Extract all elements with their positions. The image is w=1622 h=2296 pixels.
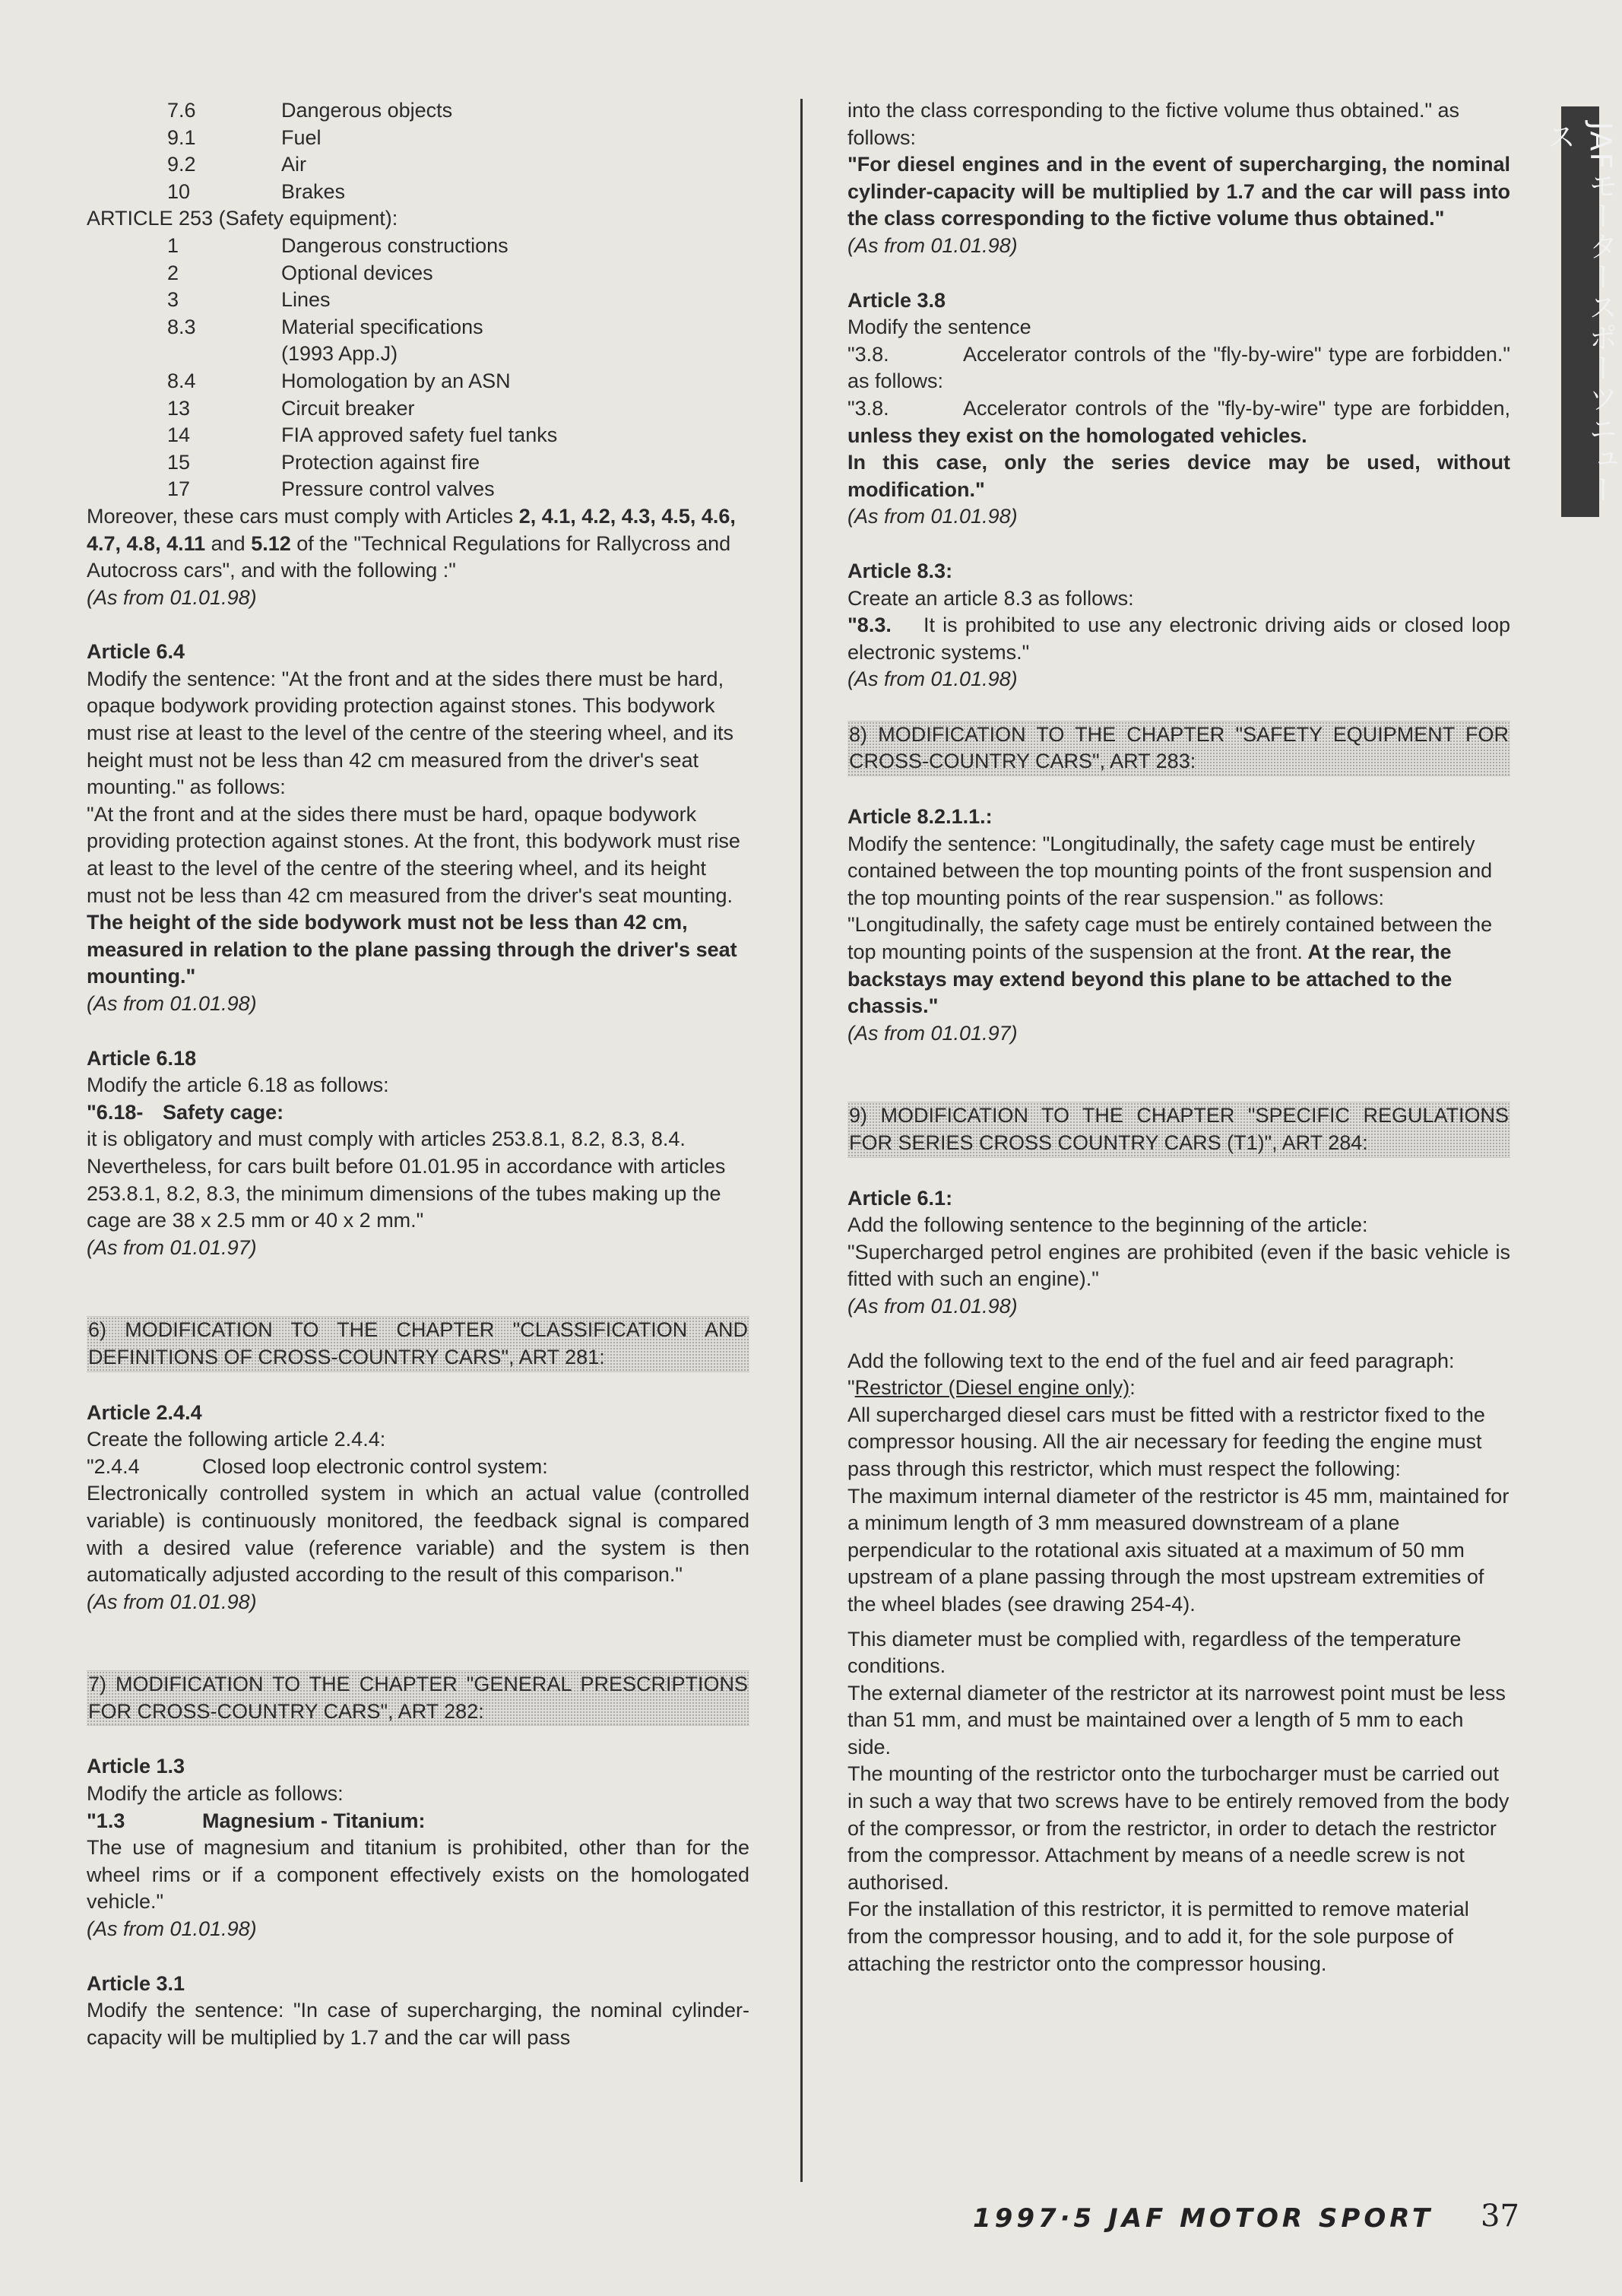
list-item: 7.6 Dangerous objects [167,99,453,122]
article-2-4-4-text: Create the following article 2.4.4: [87,1428,386,1451]
restrictor-paragraph: The external diameter of the restrictor at its narrowest point must be less than 51 mm, and must be maintained over a length of 5 mm to each side. [847,1681,1506,1758]
section-6-heading: 6) MODIFICATION TO THE CHAPTER "CLASSIFICATION AND DEFINITIONS OF CROSS-COUNTRY CARS", ART 281: [87,1316,749,1372]
as-from-date: (As from 01.01.98) [87,1590,257,1613]
article-1-3-text: Modify the article as follows: [87,1782,344,1806]
as-from-date: (As from 01.01.97) [87,1235,257,1259]
list-item: (1993 App.J) [281,342,398,366]
article-2-4-4-title: Article 2.4.4 [87,1400,202,1424]
moreover-paragraph: Moreover, these cars must comply with Articles 2, 4.1, 4.2, 4.3, 4.5, 4.6, 4.7, 4.8, 4.11 and 5.12 of the "Technical Regulations for Rallycross and Autocross cars", and with the following :" [87,504,736,582]
article-1-3-title: Article 1.3 [87,1755,185,1778]
list-item: 2 Optional devices [167,261,433,284]
list-item: 14 FIA approved safety fuel tanks [167,423,558,447]
section-7-heading: 7) MODIFICATION TO THE CHAPTER "GENERAL PRESCRIPTIONS FOR CROSS-COUNTRY CARS", ART 282: [87,1670,749,1726]
footer-magazine: 1997·5 JAF MOTOR SPORT [973,2203,1434,2234]
article-6-18-text: Modify the article 6.18 as follows: [87,1073,389,1097]
article-6-1-text: Add the following sentence to the beginning of the article: [847,1213,1368,1237]
restrictor-heading: "Restrictor (Diesel engine only): [847,1376,1136,1400]
column-divider [800,99,803,2182]
list-item: 9.2 Air [167,153,306,176]
list-item: 8.3 Material specifications [167,315,483,338]
restrictor-paragraph: This diameter must be complied with, regardless of the temperature conditions. [847,1627,1462,1678]
as-from-date: (As from 01.01.98) [87,992,257,1015]
article-6-4-title: Article 6.4 [87,640,185,664]
section-9-heading: 9) MODIFICATION TO THE CHAPTER "SPECIFIC REGULATIONS FOR SERIES CROSS COUNTRY CARS (T1)", ART 284: [847,1102,1510,1157]
article-3-8-quote-3: In this case, only the series device may be used, without modification." [847,451,1510,501]
list-item: 3 Lines [167,288,331,312]
section-8-heading: 8) MODIFICATION TO THE CHAPTER "SAFETY EQUIPMENT FOR CROSS-COUNTRY CARS", ART 283: [847,721,1510,776]
article-8-2-1-1-quote: "Longitudinally, the safety cage must be entirely contained between the top mounting points of the suspension at the front. At the rear, the backstays may extend beyond this plane to be attached to the chassis." [847,913,1493,1018]
list-item: 17 Pressure control valves [167,477,495,501]
restrictor-paragraph: The mounting of the restrictor onto the turbocharger must be carried out in such a way that two screws have to be entirely removed from the body of the compressor, or from the restrictor, in order to detach the restrictor from the compressor. Attachment by means of a needle screw is not authorised. [847,1762,1510,1894]
as-from-date: (As from 01.01.98) [847,505,1018,528]
diesel-quote: "For diesel engines and in the event of supercharging, the nominal cylinder-capacity will be multiplied by 1.7 and the car will pass into the class corresponding to the fictive volume thus obtained." [847,153,1510,230]
article-3-8-title: Article 3.8 [847,288,946,312]
right-column [847,97,1510,1977]
article-3-1-text: Modify the sentence: "In case of supercharging, the nominal cylinder-capacity will be multiplied by 1.7 and the car will pass [87,1999,749,2049]
list-2 [87,233,749,503]
side-tab [1542,106,1617,517]
as-from-date: (As from 01.01.98) [87,585,257,609]
article-1-3-body: The use of magnesium and titanium is prohibited, other than for the wheel rims or if a component effectively exists on the homologated vehicle." [87,1836,749,1914]
article-6-18-body: it is obligatory and must comply with articles 253.8.1, 8.2, 8.3, 8.4. Nevertheless, for cars built before 01.01.95 in accordance with articles 253.8.1, 8.2, 8.3, the minimum dimensions of the tubes making up the cage are 38 x 2.5 mm or 40 x 2 mm." [87,1127,726,1232]
article-6-18-subtitle: "6.18- Safety cage: [87,1100,284,1124]
list-item: 13 Circuit breaker [167,396,415,420]
restrictor-paragraph: All supercharged diesel cars must be fitted with a restrictor fixed to the compressor housing. All the air necessary for feeding the engine must pass through this restrictor, which must respect the following: [847,1403,1485,1480]
add-text-paragraph: Add the following text to the end of the fuel and air feed paragraph: [847,1349,1455,1372]
article-2-4-4-subtitle: "2.4.4 Closed loop electronic control system: [87,1454,548,1478]
as-from-date: (As from 01.01.98) [847,668,1018,691]
list-item: 8.4 Homologation by an ASN [167,369,511,392]
article-6-4-quote: "At the front and at the sides there must be hard, opaque bodywork providing protection against stones. At the front, this bodywork must rise at least to the level of the centre of the steering wheel, and its height must not be less than 42 cm measured from the driver's seat mounting. The height of the side bodywork must not be less than 42 cm, measured in relation to the plane passing through the driver's seat mounting." [87,802,740,988]
continuation-text: into the class corresponding to the fictive volume thus obtained." as follows: [847,99,1460,149]
article-3-8-quote-1: "3.8. Accelerator controls of the "fly-by-wire" type are forbidden." as follows: [847,342,1510,393]
article-8-3-text: Create an article 8.3 as follows: [847,586,1134,610]
article-8-3-title: Article 8.3: [847,559,953,582]
article-8-2-1-1-text: Modify the sentence: "Longitudinally, the safety cage must be entirely contained between the top mounting points of the front suspension and the top mounting points of the rear suspension." as follows: [847,832,1493,909]
list-item: 10 Brakes [167,179,346,203]
as-from-date: (As from 01.01.98) [847,1294,1018,1318]
article-3-8-quote-2: "3.8. Accelerator controls of the "fly-by-wire" type are forbidden, unless they exist on the homologated vehicles. [847,396,1510,447]
page-number: 37 [1481,2199,1519,2234]
list-item: 15 Protection against fire [167,450,480,474]
article-6-4-text: Modify the sentence: "At the front and at the sides there must be hard, opaque bodywork providing protection against stones. This bodywork must rise at least to the level of the centre of the steering wheel, and its height must not be less than 42 cm measured from the driver's seat mounting." as follows: [87,667,733,799]
article-2-4-4-body: Electronically controlled system in which an actual value (controlled variable) is continuously monitored, the feedback signal is compared with a desired value (reference variable) and the system is then automatically adjusted according to the result of this comparison." [87,1482,749,1587]
restrictor-paragraph: The maximum internal diameter of the restrictor is 45 mm, maintained for a minimum length of 3 mm measured downstream of a plane perpendicular to the rotational axis situated at a maximum of 50 mm upstream of a plane passing through the most upstream extremities of the wheel blades (see drawing 254-4). [847,1484,1510,1616]
as-from-date: (As from 01.01.98) [847,233,1018,257]
article-8-2-1-1-title: Article 8.2.1.1.: [847,805,993,829]
article-6-1-quote: "Supercharged petrol engines are prohibited (even if the basic vehicle is fitted with such an engine)." [847,1240,1510,1291]
restrictor-paragraph: For the installation of this restrictor, it is permitted to remove material from the compressor housing, and to add it, for the sole purpose of attaching the restrictor onto the compressor housing. [847,1898,1469,1975]
article-6-1-title: Article 6.1: [847,1186,953,1210]
article-1-3-subtitle: "1.3 Magnesium - Titanium: [87,1809,426,1832]
article-253-heading: ARTICLE 253 (Safety equipment): [87,207,398,230]
side-tab-label: JAFモータースポーツニュース [1542,122,1617,506]
as-from-date: (As from 01.01.98) [87,1917,257,1941]
article-3-8-text: Modify the sentence [847,316,1031,339]
article-8-3-quote: "8.3. It is prohibited to use any electronic driving aids or closed loop electronic systems." [847,614,1510,664]
article-6-18-title: Article 6.18 [87,1046,197,1070]
as-from-date: (As from 01.01.97) [847,1021,1018,1045]
list-1 [87,97,749,205]
article-3-1-title: Article 3.1 [87,1971,185,1995]
list-item: 1 Dangerous constructions [167,233,508,257]
left-column [87,97,749,2051]
list-item: 9.1 Fuel [167,125,322,149]
